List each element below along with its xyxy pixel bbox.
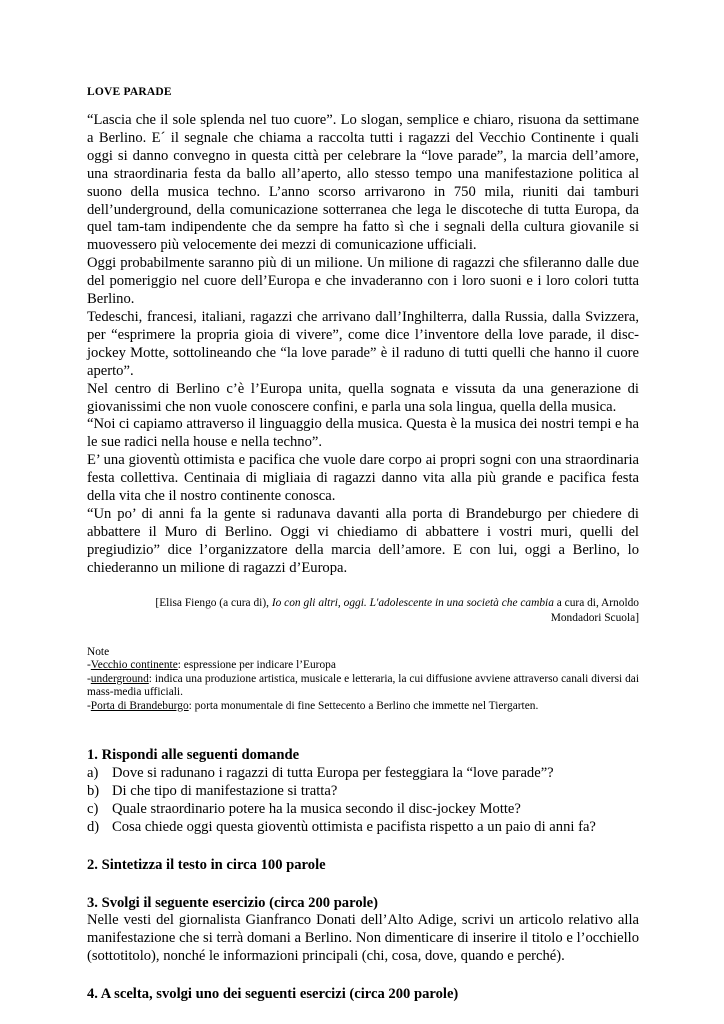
exercise-3 (87, 895, 639, 967)
exercise-heading: 3. Svolgi il seguente esercizio (circa 200 parole) (87, 894, 379, 911)
exercise-heading: 1. Rispondi alle seguenti domande (87, 747, 300, 764)
exercise-heading: 4. A scelta, svolgi uno dei seguenti esercizi (circa 200 parole) (87, 986, 459, 1003)
article-paragraph: Tedeschi, francesi, italiani, ragazzi che arrivano dall’Inghilterra, dalla Russia, dalla Svizzera, per “esprimere la propria gioia di vivere”, come dice l’inventore della love parade, il disc-jockey Motte, sottolineando che “la love parade” è il raduno di tutti quelli che hanno il cuore aperto”. (87, 308, 639, 379)
question-item (87, 801, 639, 819)
article-paragraph: Nel centro di Berlino c’è l’Europa unita, quella sognata e vissuta da una generazione di giovanissimi che non vuole conoscere confini, e parla una sola lingua, quella della musica. (87, 380, 639, 415)
exercise-instructions: Nelle vesti del giornalista Gianfranco Donati dell’Alto Adige, scrivi un articolo relativo alla manifestazione che si terrà domani a Berlino. Non dimenticare di inserire il titolo e l’occhiello (sottotitolo), nonché le informazioni principali (chi, cosa, dove, quando e perché). (87, 912, 639, 965)
note-term: Porta di Brandeburgo (90, 699, 189, 712)
exercise-heading: 2. Sintetizza il testo in circa 100 parole (87, 856, 326, 873)
note-item (87, 673, 639, 700)
question-text: Dove si radunano i ragazzi di tutta Europa per festeggiara la “love parade”? (112, 764, 554, 781)
question-text: Di che tipo di manifestazione si tratta? (112, 782, 338, 799)
notes-section (87, 646, 639, 714)
citation-after: a cura di, Arnoldo Mondadori Scuola] (550, 596, 639, 624)
document-title: LOVE PARADE (87, 86, 172, 98)
question-marker: a) (87, 764, 99, 781)
question-marker: d) (87, 818, 100, 835)
question-item (87, 765, 639, 783)
note-text: : indica una produzione artistica, musicale e letteraria, la cui diffusione avviene attraverso canali diversi dai mass-media ufficiali. (87, 672, 639, 699)
note-text: : porta monumentale di fine Settecento a Berlino che immette nel Tiergarten. (188, 699, 539, 712)
notes-heading: Note (87, 645, 110, 658)
citation-before: [Elisa Fiengo (a cura di), (155, 596, 272, 609)
article-paragraph: “Un po’ di anni fa la gente si radunava davanti alla porta di Brandeburgo per chiedere di abbattere il Muro di Berlino. Oggi vi chiediamo di abbattere i vostri muri, quelli del pregiudizio” dice l’organizzatore della marcia dell’amore. E con lui, oggi a Berlino, lo chiederanno un milione di ragazzi d’Europa. (87, 505, 639, 576)
note-item (87, 700, 639, 714)
article-body (87, 112, 639, 578)
question-list (87, 765, 639, 837)
note-term: underground (90, 672, 149, 685)
article-paragraph: “Noi ci capiamo attraverso il linguaggio della musica. Questa è la musica dei nostri tempi e ha le sue radici nella house e nella techno”. (87, 416, 639, 451)
article-paragraph: E’ una gioventù ottimista e pacifica che vuole dare corpo ai propri sogni con una straordinaria festa collettiva. Centinaia di migliaia di ragazzi danno vita alla più grande e pacifica festa della vita che il nostro continente conosca. (87, 452, 639, 505)
question-text: Cosa chiede oggi questa gioventù ottimista e pacifista rispetto a un paio di anni fa? (112, 818, 596, 835)
question-marker: b) (87, 782, 100, 799)
exercise-4 (87, 986, 639, 1004)
source-citation (111, 596, 639, 626)
question-marker: c) (87, 800, 99, 817)
note-prefix: - (87, 699, 91, 712)
question-item (87, 783, 639, 801)
question-item (87, 819, 639, 837)
article-paragraph: Oggi probabilmente saranno più di un milione. Un milione di ragazzi che sfileranno dalle due del pomeriggio nel cuore dell’Europa e che invaderanno con i loro suoni e i loro colori tutta Berlino. (87, 255, 639, 308)
note-text: : espressione per indicare l’Europa (177, 659, 336, 672)
note-term: Vecchio continente (90, 659, 178, 672)
article-paragraph: “Lascia che il sole splenda nel tuo cuore”. Lo slogan, semplice e chiaro, risuona da settimane a Berlino. E´ il segnale che chiama a raccolta tutti i ragazzi del Vecchio Continente i quali oggi si danno convegno in questa città per celebrare la “love parade”, la marcia dell’amore, una straordinaria festa da ballo all’aperto, allo stesso tempo una manifestazione politica al suono della musica techno. L’anno scorso arrivarono in 750 mila, riuniti dai tamburi dell’underground, della comunicazione sotterranea che lega le discoteche di tutta Europa, da quel tam-tam indipendente che da sempre ha fatto sì che i segnali della cultura giovanile si muovessero più velocemente dei mezzi di comunicazione ufficiali. (87, 112, 639, 254)
note-prefix: - (87, 672, 91, 685)
note-item (87, 659, 639, 673)
exercise-1 (87, 747, 639, 837)
citation-book-title: Io con gli altri, oggi. L'adolescente in una società che cambia (271, 596, 554, 609)
exercise-2 (87, 857, 639, 875)
question-text: Quale straordinario potere ha la musica secondo il disc-jockey Motte? (112, 800, 521, 817)
note-prefix: - (87, 659, 91, 672)
